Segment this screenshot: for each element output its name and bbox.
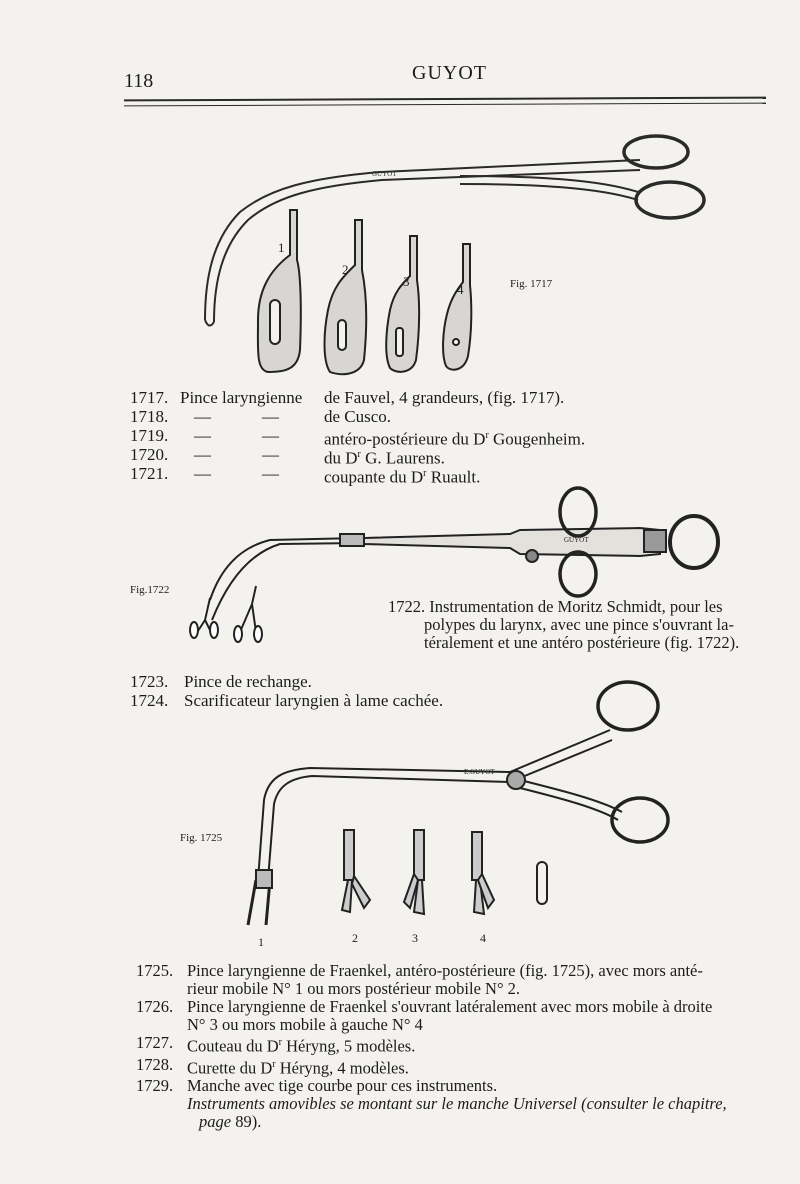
item-text-line: téralement et une antéro postérieure (fig. 1722). (424, 633, 740, 652)
item-number: 1722. (388, 597, 426, 616)
item-text-line: Instrumentation de Moritz Schmidt, pour les (429, 597, 723, 616)
item-number: 1727. (136, 1033, 174, 1052)
item-number: 1726. (136, 997, 174, 1016)
ditto-mark: — (194, 426, 211, 445)
item-number: 1725. (136, 961, 174, 980)
tip-number-1: 1 (258, 935, 264, 949)
note-paragraph (136, 1095, 784, 1131)
item-text: de Fauvel, 4 grandeurs, (fig. 1717). (324, 388, 565, 407)
size-label-2: 2 (342, 262, 349, 277)
list-item (136, 1056, 784, 1078)
item-text: Pince de rechange. (184, 672, 312, 691)
item-text-line: Couteau du $D^r$ Héryng, 5 modèles. (187, 1036, 416, 1056)
ditto-mark: — (262, 445, 279, 464)
ditto-mark: — (194, 464, 211, 483)
tip-number-4: 4 (480, 931, 486, 945)
item-text-line: rieur mobile N° 1 ou mors postérieur mobile N° 2. (187, 979, 521, 998)
item-text-line: Pince laryngienne de Fraenkel, antéro-postérieure (fig. 1725), avec mors anté- (187, 961, 703, 980)
item-description: Pince laryngienne (180, 388, 303, 407)
item-number: 1724. (130, 691, 169, 710)
item-number: 1718. (130, 407, 169, 426)
item-text: de Cusco. (324, 407, 392, 426)
list-item (136, 998, 784, 1034)
ditto-mark: — (194, 445, 211, 464)
size-label-3: 3 (403, 274, 410, 289)
page-number: 118 (124, 70, 154, 92)
item-text-line: Manche avec tige courbe pour ces instruments. (187, 1076, 498, 1095)
stamp-guyot: GUYOT (564, 536, 589, 544)
item-number: 1728. (136, 1054, 174, 1074)
item-number: 1717. (130, 388, 169, 407)
page-title: GUYOT (412, 62, 487, 84)
ditto-mark: — (194, 407, 211, 426)
item-number: 1721. (130, 464, 169, 483)
item-text-line: Curette du $D^r$ Héryng, 4 modèles. (187, 1058, 409, 1077)
ditto-mark: — (262, 426, 279, 445)
item-text: coupante du $D^r$ Ruault. (324, 467, 481, 487)
size-label-1: 1 (278, 240, 285, 255)
list-item (136, 1077, 784, 1095)
list-item (136, 962, 784, 998)
ditto-mark: — (262, 464, 279, 483)
items-1725-1729 (136, 962, 784, 1131)
fig-1717-label: Fig. 1717 (510, 278, 553, 290)
item-number: 1729. (136, 1076, 174, 1095)
tip-number-2: 2 (352, 931, 358, 945)
item-text: antéro-postérieure du $D^r$ Gougenheim. (324, 429, 586, 449)
note-page-ref: 89). (235, 1112, 262, 1131)
tip-number-3: 3 (412, 931, 418, 945)
size-label-4: 4 (457, 282, 464, 297)
fig-1722-label: Fig.1722 (130, 584, 170, 596)
ditto-mark: — (262, 407, 279, 426)
stamp-guyot: E.GUYOT (464, 768, 495, 776)
note-page-word: page (199, 1112, 232, 1131)
item-text: du $D^r$ G. Laurens. (324, 448, 445, 468)
list-item (136, 1034, 784, 1056)
item-number: 1720. (130, 445, 169, 464)
item-text-line: N° 3 ou mors mobile à gauche N° 4 (187, 1015, 423, 1034)
fig-1725-label: Fig. 1725 (180, 832, 223, 844)
note-text: Instruments amovibles se montant sur le manche Universel (consulter le chapitre, (187, 1094, 727, 1113)
stamp-guyot: GUYOT (372, 170, 397, 178)
item-text-line: polypes du larynx, avec une pince s'ouvrant la- (424, 615, 734, 634)
item-text-line: Pince laryngienne de Fraenkel s'ouvrant latéralement avec mors mobile à droite (187, 997, 713, 1016)
item-number: 1719. (130, 426, 169, 445)
item-text: Scarificateur laryngien à lame cachée. (184, 691, 444, 710)
item-number: 1723. (130, 672, 169, 691)
